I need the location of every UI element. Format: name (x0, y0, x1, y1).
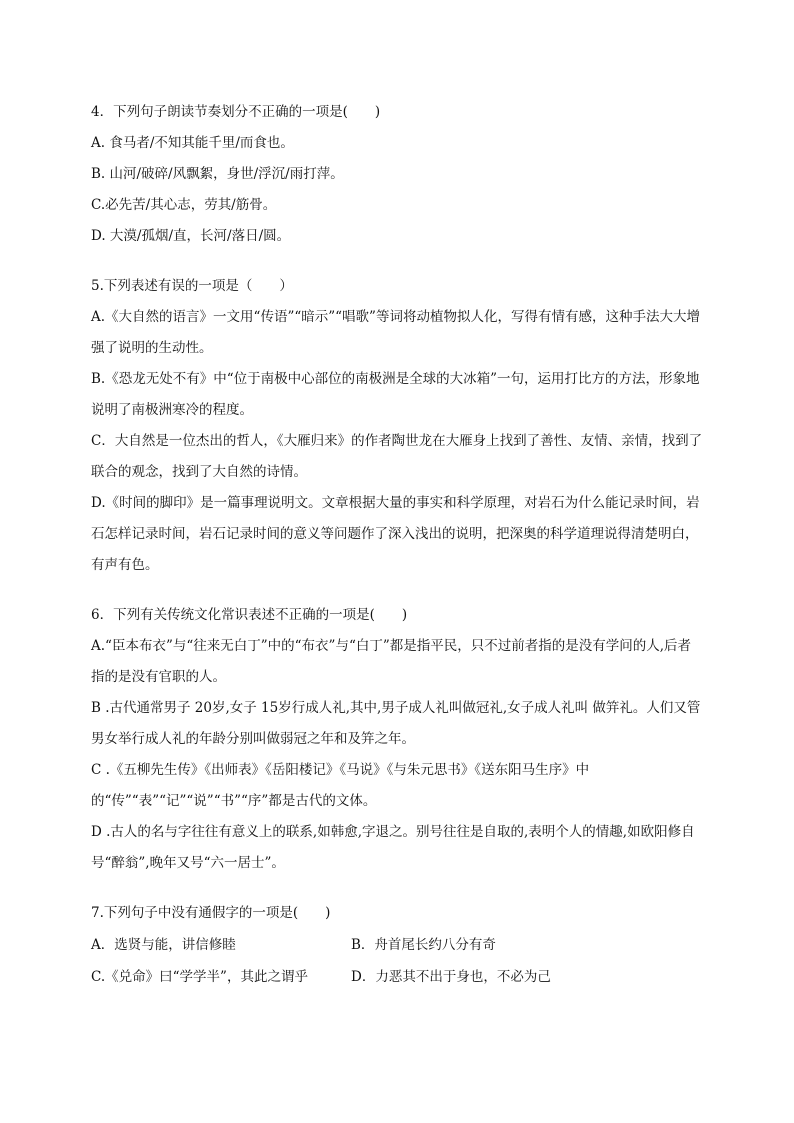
question-7-option-d: D．力恶其不出于身也，不必为己 (351, 969, 551, 985)
question-4 (91, 96, 703, 252)
question-6-option-d: D .古人的名与字往往有意义上的联系,如韩愈,字退之。别号往往是自取的,表明个人的情趣,如欧阳修自号“醉翁”,晚年又号“六一居士”。 (91, 824, 695, 871)
question-4-stem: 4．下列句子朗读节奏划分不正确的一项是( ) (91, 104, 381, 120)
question-5-option-c: C．大自然是一位杰出的哲人，《大雁归来》的作者陶世龙在大雁身上找到了善性、友情、亲情，找到了联合的观念，找到了大自然的诗情。 (91, 433, 703, 480)
question-5-option-b: B.《恐龙无处不有》中“位于南极中心部位的南极洲是全球的大冰箱”一句，运用打比方的方法，形象地说明了南极洲寒冷的程度。 (91, 371, 700, 418)
question-7-stem: 7.下列句子中没有通假字的一项是( ) (91, 905, 331, 921)
question-5-option-a: A.《大自然的语言》一文用“传语”“暗示”“唱歌”等词将动植物拟人化，写得有情有感，这种手法大大增强了说明的生动性。 (91, 309, 700, 356)
question-6 (91, 599, 703, 879)
question-7-option-c: C.《兑命》曰“学学半”，其此之谓乎 (91, 969, 308, 985)
question-4-option-a: A. 食马者/不知其能千里/而食也。 (91, 135, 294, 151)
question-4-option-c: C.必先苦/其心志，劳其/筋骨。 (91, 197, 277, 213)
question-7 (91, 897, 703, 993)
question-7-option-b: B．舟首尾长约八分有奇 (351, 937, 496, 953)
question-6-option-c: C .《五柳先生传》《出师表》《岳阳楼记》《马说》《与朱元思书》《送东阳马生序》中的“传”“表”“记”“说”“书”“序”都是古代的文体。 (91, 762, 590, 809)
question-5-stem: 5.下列表述有误的一项是（ ） (91, 278, 293, 294)
question-7-options (91, 929, 703, 993)
question-6-stem: 6．下列有关传统文化常识表述不正确的一项是( ) (91, 607, 408, 623)
question-4-option-b: B. 山河/破碎/风飘絮，身世/浮沉/雨打萍。 (91, 166, 344, 182)
question-4-option-d: D. 大漠/孤烟/直，长河/落日/圆。 (91, 228, 291, 244)
question-5 (91, 270, 703, 581)
question-6-option-a: A.“臣本布衣”与“往来无白丁”中的“布衣”与“白丁”都是指平民，只不过前者指的是没有学问的人,后者指的是没有官职的人。 (91, 638, 692, 685)
question-6-option-b: B .古代通常男子 20岁,女子 15岁行成人礼,其中,男子成人礼叫做冠礼,女子成人礼叫 做笄礼。人们又管男女举行成人礼的年龄分别叫做弱冠之年和及笄之年。 (91, 700, 701, 747)
exam-page (91, 96, 703, 1007)
question-5-option-d: D.《时间的脚印》是一篇事理说明文。文章根据大量的事实和科学原理，对岩石为什么能记录时间，岩石怎样记录时间，岩石记录时间的意义等问题作了深入浅出的说明，把深奥的科学道理说得清楚明白，有声有色。 (91, 495, 700, 573)
question-7-option-a: A．选贤与能，讲信修睦 (91, 937, 236, 953)
